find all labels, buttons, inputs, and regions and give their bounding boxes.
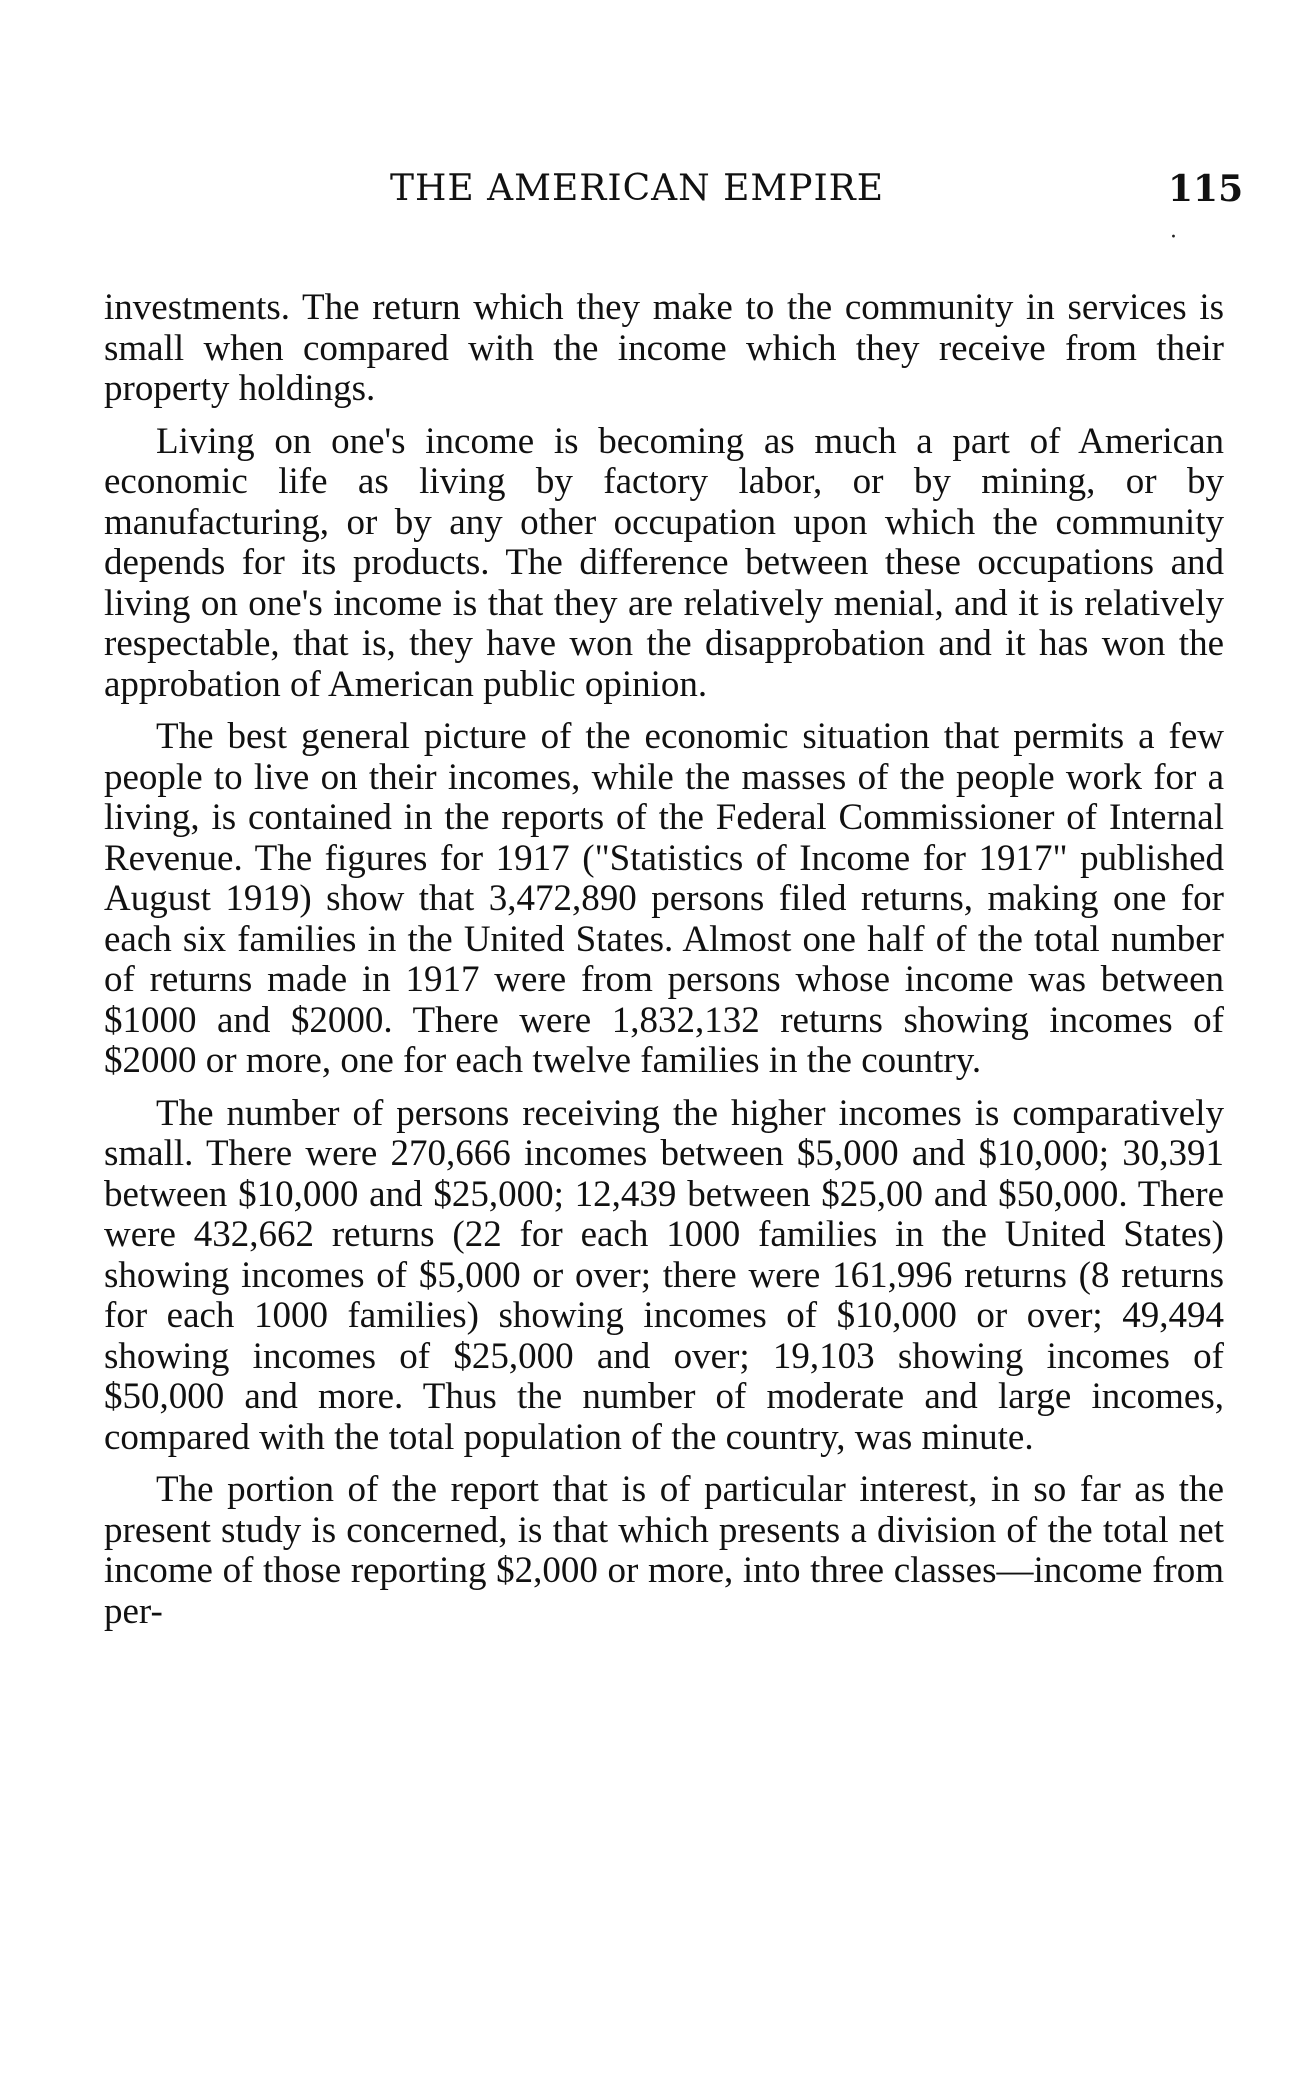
body-text <box>104 288 1224 1644</box>
running-head: THE AMERICAN EMPIRE <box>390 168 885 209</box>
paragraph: Living on one's income is becoming as much a part of American economic life as living by factory labor, or by mining, or by manufacturing, or by any other occupation upon which the community depends for its products. The difference between these occupations and living on one's income is that they are relatively menial, and it is relatively respectable, that is, they have won the disapprobation and it has won the approbation of American public opinion. <box>104 420 1224 705</box>
paragraph: The number of persons receiving the higher incomes is comparatively small. There were 270,666 incomes between $5,000 and $10,000; 30,391 between $10,000 and $25,000; 12,439 between $25,00 and $50,000. There were 432,662 returns (22 for each 1000 families in the United States) showing incomes of $5,000 or over; there were 161,996 returns (8 returns for each 1000 families) showing incomes of $10,000 or over; 49,494 showing incomes of $25,000 and over; 19,103 showing incomes of $50,000 and more. Thus the number of moderate and large incomes, compared with the total population of the country, was minute. <box>104 1092 1224 1458</box>
paragraph-continued: investments. The return which they make to the community in services is small when compared with the income which they receive from their property holdings. <box>104 287 1224 409</box>
ink-speck: · <box>1170 225 1177 250</box>
paragraph: The best general picture of the economic situation that permits a few people to live on their incomes, while the masses of the people work for a living, is contained in the reports of the Federal Commissioner of Internal Revenue. The figures for 1917 ("Statistics of Income for 1917" published August 1919) show that 3,472,890 persons filed returns, making one for each six families in the United States. Almost one half of the total number of returns made in 1917 were from persons whose income was between $1000 and $2000. There were 1,832,132 returns showing incomes of $2000 or more, one for each twelve families in the country. <box>104 716 1224 1081</box>
paragraph: The portion of the report that is of particular interest, in so far as the present study is concerned, is that which presents a division of the total net income of those reporting $2,000 or more, into three classes—income from per- <box>104 1469 1224 1632</box>
page-number: 115 <box>1168 168 1244 210</box>
